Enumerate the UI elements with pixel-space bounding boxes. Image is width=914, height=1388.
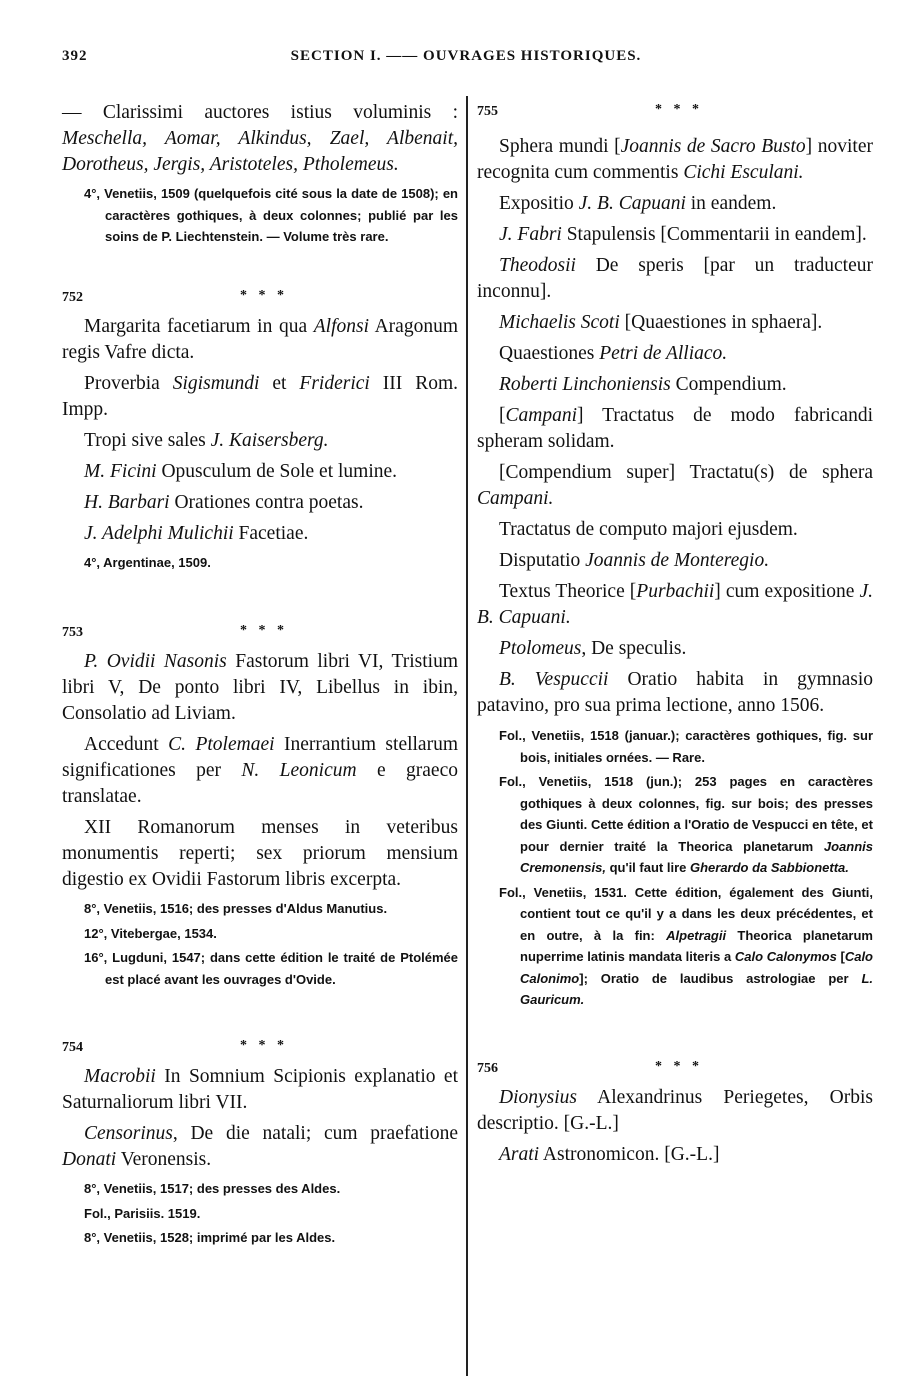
entry-paragraph: M. Ficini Opusculum de Sole et lumine. xyxy=(84,460,398,482)
edition-note: 4°, Argentinae, 1509. xyxy=(84,554,211,570)
entry-paragraph: XII Romanorum menses in veteribus monumentis reperti; sex priorum mensium digestio ex Ovidii Fastorum libris excerpta. xyxy=(62,817,458,890)
entry-paragraph: Disputatio Joannis de Monteregio. xyxy=(499,550,770,571)
stars-ornament: * * * xyxy=(240,623,288,638)
entry-paragraph: [Campani] Tractatus de modo fabricandi spheram solidam. xyxy=(477,405,873,452)
edition-note: 12°, Vitebergae, 1534. xyxy=(84,925,217,941)
entry-paragraph: Tractatus de computo majori ejusdem. xyxy=(499,519,798,540)
column-divider xyxy=(466,96,468,1376)
entry-756 xyxy=(477,1055,873,1168)
entry-header xyxy=(62,1034,458,1064)
entry-paragraph: Textus Theorice [Purbachii] cum expositione J. B. Capuani. xyxy=(477,581,874,628)
entry-paragraph: [Compendium super] Tractatu(s) de sphera Campani. xyxy=(477,462,873,509)
entry-header xyxy=(62,619,458,649)
entry-number: 754 xyxy=(62,1040,83,1055)
entry-number: 756 xyxy=(477,1060,498,1076)
edition-note: Fol., Venetiis, 1518 (jun.); 253 pages en caractères gothiques à deux colonnes, fig. sur bois; des presses des Giunti. Cette édition a l'Oratio de Vespucci en tête, et pour dernier traité la Theorica planetarum Joannis Cremonensis, qu'il faut lire Gherardo da Sabbionetta. xyxy=(499,774,873,875)
entry-paragraph: Arati Astronomicon. [G.-L.] xyxy=(499,1143,720,1165)
entry-paragraph: Roberti Linchoniensis Compendium. xyxy=(499,374,787,395)
entry-number: 753 xyxy=(62,625,83,640)
entry-paragraph: — Clarissimi auctores istius voluminis : Meschella, Aomar, Alkindus, Zael, Albenait, Dorotheus, Jergis, Aristoteles, Ptholemeus. xyxy=(62,102,458,175)
entry-paragraph: Expositio J. B. Capuani in eandem. xyxy=(499,193,777,214)
entry-paragraph: H. Barbari Orationes contra poetas. xyxy=(84,491,364,513)
edition-note: 4°, Venetiis, 1509 (quelquefois cité sous la date de 1508); en caractères gothiques, à deux colonnes; publié par les soins de P. Liechtenstein. — Volume très rare. xyxy=(84,186,458,244)
entry-paragraph: Censorinus, De die natali; cum praefatione Donati Veronensis. xyxy=(62,1123,458,1170)
edition-note: 8°, Venetiis, 1516; des presses d'Aldus Manutius. xyxy=(84,901,388,916)
entry-header xyxy=(477,100,873,134)
edition-note: 8°, Venetiis, 1528; imprimé par les Aldes. xyxy=(84,1230,336,1245)
entry-paragraph: Ptolomeus, De speculis. xyxy=(499,638,687,659)
entry-755 xyxy=(477,100,873,1011)
edition-note: Fol., Venetiis, 1531. Cette édition, également des Giunti, contient tout ce qu'il y a dans les deux précédentes, et en outre, à la fin: Alpetragii Theorica planetarum nuperrime latinis mandata literis a Calo Calonymos [Calo Calonimo]; Oratio de laudibus astrologiae per L. Gauricum. xyxy=(499,884,873,1007)
entry-paragraph: J. Adelphi Mulichii Facetiae. xyxy=(84,522,309,544)
entry-751-continuation xyxy=(62,100,458,248)
left-column xyxy=(62,100,458,1252)
entry-number: 755 xyxy=(477,104,498,119)
page-number: 392 xyxy=(62,48,88,64)
entry-paragraph: P. Ovidii Nasonis Fastorum libri VI, Tristium libri V, De ponto libri IV, Libellus in ibin, Consolatio ad Liviam. xyxy=(62,651,458,724)
page-header xyxy=(62,48,870,72)
edition-note: Fol., Parisiis. 1519. xyxy=(84,1205,201,1221)
entry-header xyxy=(477,1055,873,1085)
entry-paragraph: Theodosii De speris [par un traducteur inconnu]. xyxy=(477,255,873,302)
entry-752 xyxy=(62,284,458,574)
entry-753 xyxy=(62,619,458,990)
entry-number: 752 xyxy=(62,289,83,305)
edition-note: Fol., Venetiis, 1518 (januar.); caractères gothiques, fig. sur bois, initiales ornées. — Rare. xyxy=(499,728,873,765)
entry-paragraph: Sphera mundi [Joannis de Sacro Busto] noviter recognita cum commentis Cichi Esculani. xyxy=(477,136,873,183)
entry-paragraph: Margarita facetiarum in qua Alfonsi Aragonum regis Vafre dicta. xyxy=(62,315,458,363)
right-column xyxy=(477,100,873,1173)
entry-paragraph: J. Fabri Stapulensis [Commentarii in eandem]. xyxy=(499,224,867,245)
entry-paragraph: Tropi sive sales J. Kaisersberg. xyxy=(84,429,329,451)
entry-paragraph: B. Vespuccii Oratio habita in gymnasio patavino, pro sua prima lectione, anno 1506. xyxy=(477,669,873,716)
stars-ornament: * * * xyxy=(655,1058,703,1074)
entry-header xyxy=(62,284,458,314)
entry-754 xyxy=(62,1034,458,1249)
entry-paragraph: Dionysius Alexandrinus Periegetes, Orbis descriptio. [G.-L.] xyxy=(477,1086,873,1134)
running-title: SECTION I. —— OUVRAGES HISTORIQUES. xyxy=(290,48,642,64)
entry-paragraph: Proverbia Sigismundi et Friderici III Rom. Impp. xyxy=(62,372,459,420)
stars-ornament: * * * xyxy=(655,102,703,117)
entry-paragraph: Michaelis Scoti [Quaestiones in sphaera]. xyxy=(499,312,823,333)
edition-note: 16°, Lugduni, 1547; dans cette édition le traité de Ptolémée est placé avant les ouvrages d'Ovide. xyxy=(84,950,458,987)
entry-paragraph: Macrobii In Somnium Scipionis explanatio et Saturnaliorum libri VII. xyxy=(62,1066,458,1113)
stars-ornament: * * * xyxy=(240,287,288,303)
stars-ornament: * * * xyxy=(240,1038,288,1053)
edition-note: 8°, Venetiis, 1517; des presses des Aldes. xyxy=(84,1181,341,1196)
entry-paragraph: Accedunt C. Ptolemaei Inerrantium stellarum significationes per N. Leonicum e graeco translatae. xyxy=(62,734,458,807)
entry-paragraph: Quaestiones Petri de Alliaco. xyxy=(499,343,728,364)
